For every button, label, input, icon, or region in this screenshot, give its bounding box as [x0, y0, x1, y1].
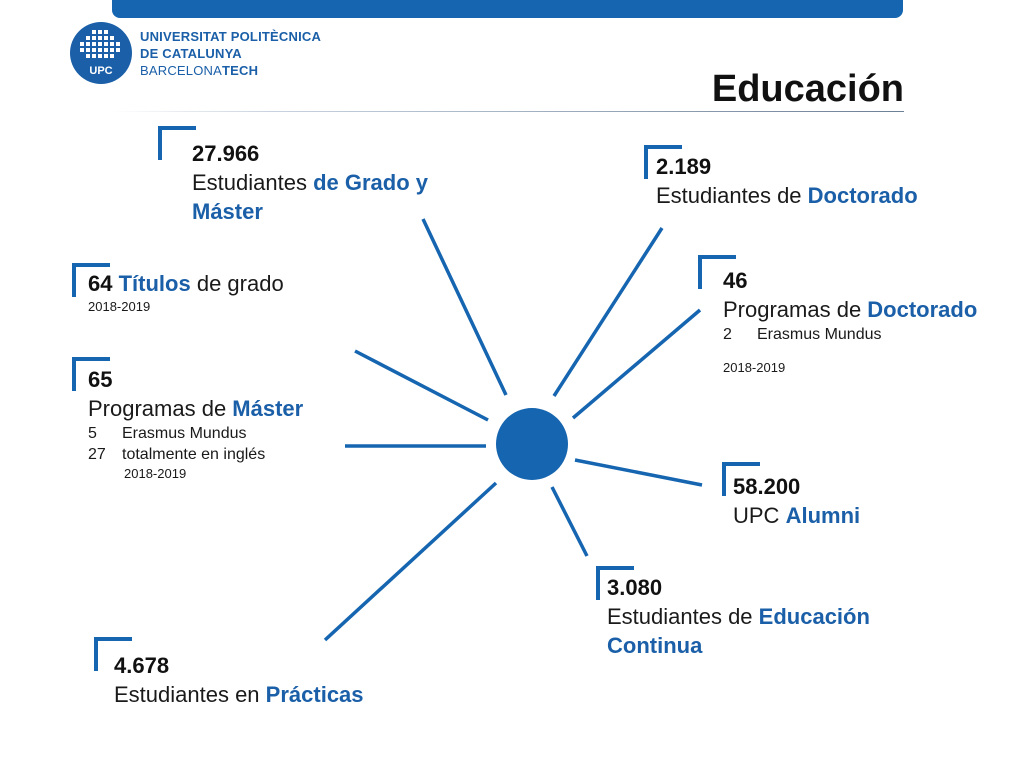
university-line-1: UNIVERSITAT POLITÈCNICA [140, 29, 322, 44]
stat-label [114, 680, 364, 709]
stat-number: 65 [88, 367, 113, 392]
stat-year: 2018-2019 [88, 299, 151, 314]
stat-highlight: Títulos [118, 271, 191, 296]
stat-sub-number: 5 [88, 425, 97, 442]
hub-circle [496, 408, 568, 480]
stat-highlight: Prácticas [265, 682, 364, 707]
stat-number: 4.678 [114, 653, 170, 678]
stat-text: de grado [190, 271, 284, 296]
stat-highlight: Doctorado [867, 297, 978, 322]
stat-label [723, 295, 977, 324]
stat-text: Estudiantes [192, 170, 314, 195]
page-title: Educación [711, 68, 904, 110]
spoke-alumni [575, 460, 702, 485]
spoke-grado-master [423, 219, 506, 395]
logo-text: UPC [89, 65, 113, 77]
stat-sub-text: Erasmus Mundus [757, 326, 882, 343]
stat-number: 27.966 [192, 141, 260, 166]
stat-text: Programas de [723, 297, 868, 322]
stat-number: 58.200 [733, 474, 801, 499]
stat-label [88, 269, 284, 298]
bracket-grado-master [158, 126, 196, 160]
stat-text: Estudiantes de [607, 604, 759, 629]
stat-highlight: Educación [758, 604, 870, 629]
stat-prog-doctorado [723, 266, 977, 377]
stat-alumni [733, 472, 860, 530]
stat-year: 2018-2019 [723, 360, 786, 375]
stat-sub-1 [88, 423, 303, 444]
stat-titulos [88, 269, 284, 316]
stat-text: Programas de [88, 396, 233, 421]
stat-year: 2018-2019 [124, 466, 187, 481]
stat-highlight: Máster [232, 396, 304, 421]
stat-highlight-2: Continua [607, 633, 703, 658]
stat-label [733, 501, 860, 530]
spoke-titulos [355, 351, 488, 420]
spoke-prog-doctorado [573, 310, 700, 418]
stat-practicas [114, 651, 364, 709]
stat-label [656, 181, 918, 210]
university-line-2: DE CATALUNYA [140, 46, 242, 61]
stat-number: 46 [723, 268, 748, 293]
stat-sub [723, 324, 977, 345]
stat-text: Estudiantes en [114, 682, 266, 707]
stat-prog-master [88, 365, 303, 483]
stat-highlight: Alumni [785, 503, 861, 528]
stat-label [192, 168, 428, 197]
stat-number: 3.080 [607, 575, 663, 600]
stat-label [607, 602, 870, 631]
stat-sub-text: totalmente en inglés [122, 446, 266, 463]
stat-doctorado [656, 152, 918, 210]
stat-sub-number: 27 [88, 446, 106, 463]
stat-highlight: de Grado y [313, 170, 428, 195]
spoke-doctorado [554, 228, 662, 396]
stat-label [88, 394, 303, 423]
stat-number: 64 [88, 271, 113, 296]
stat-continua [607, 573, 870, 660]
stat-sub-2 [88, 444, 303, 465]
spoke-continua [552, 487, 587, 556]
stat-number: 2.189 [656, 154, 712, 179]
stat-text: UPC [733, 503, 786, 528]
stat-sub-text: Erasmus Mundus [122, 425, 247, 442]
stat-highlight: Doctorado [807, 183, 918, 208]
stat-grado-master [192, 139, 428, 226]
stat-highlight-2: Máster [192, 199, 263, 224]
spoke-practicas [325, 483, 496, 640]
stat-sub-number: 2 [723, 326, 732, 343]
university-line-3a: BARCELONA [140, 63, 222, 78]
stat-text: Estudiantes de [656, 183, 808, 208]
university-line-3b: TECH [222, 63, 259, 78]
